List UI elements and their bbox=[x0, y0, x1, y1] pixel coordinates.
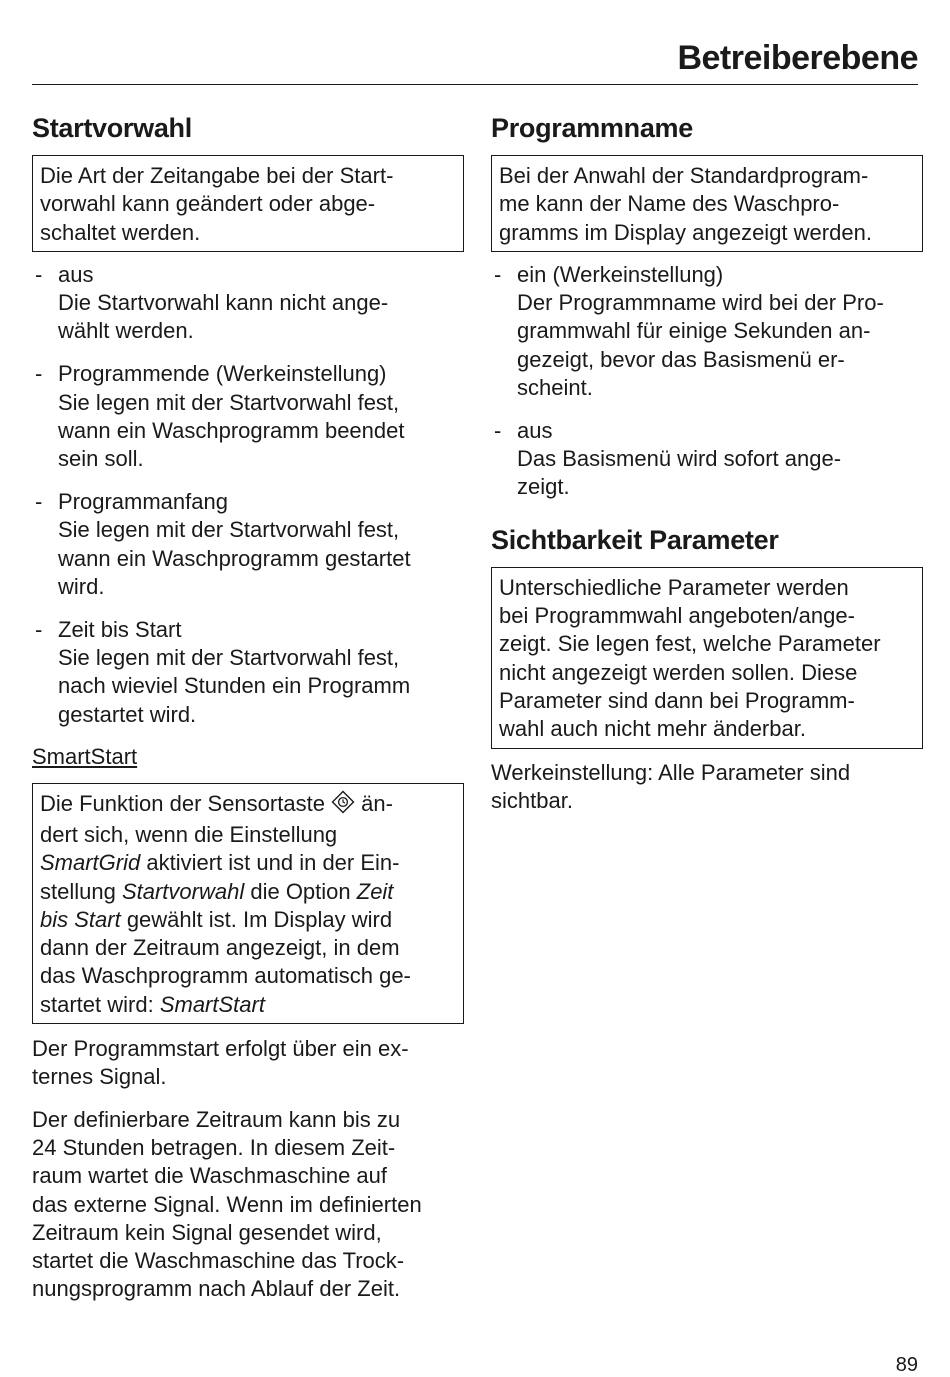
paragraph-programmstart: Der Programmstart erfolgt über ein ex- ternes Signal. bbox=[32, 1036, 409, 1090]
box-text: die Option bbox=[244, 878, 357, 904]
left-column bbox=[32, 110, 464, 1304]
section-heading-startvorwahl: Startvorwahl bbox=[32, 113, 192, 143]
list-item bbox=[32, 261, 464, 346]
info-box-startvorwahl: Die Art der Zeitangabe bei der Start- vorwahl kann geändert oder abge- schaltet werden. bbox=[32, 155, 464, 252]
box-text-italic: bis Start bbox=[40, 906, 121, 932]
box-text: das Waschprogramm automatisch ge- bbox=[40, 963, 411, 989]
paragraph-werkeinstellung: Werkeinstellung: Alle Parameter sind sichtbar. bbox=[491, 759, 851, 813]
option-description: Der Programmname wird bei der Pro- grammwahl für einige Sekunden an- gezeigt, bevor das Basismenü er- scheint. bbox=[517, 290, 884, 401]
info-box-programmname: Bei der Anwahl der Standardprogram- me kann der Name des Waschpro- gramms im Display angezeigt werden. bbox=[491, 155, 923, 252]
box-text: gewählt ist. Im Display wird bbox=[120, 906, 393, 932]
list-dash: - bbox=[494, 261, 502, 287]
box-text: dert sich, wenn die Einstellung bbox=[40, 821, 338, 847]
page-number: 89 bbox=[895, 1354, 918, 1376]
header-divider bbox=[32, 84, 918, 85]
section-heading-sichtbarkeit: Sichtbarkeit Parameter bbox=[491, 524, 779, 555]
box-text: startet wird: bbox=[40, 991, 160, 1017]
box-text: stellung bbox=[40, 878, 122, 904]
option-label: Programmanfang bbox=[58, 488, 228, 514]
list-item bbox=[32, 488, 464, 601]
list-dash: - bbox=[35, 488, 43, 514]
smartstart-link[interactable]: SmartStart bbox=[32, 744, 138, 770]
box-text-italic: SmartStart bbox=[159, 991, 265, 1017]
list-dash: - bbox=[494, 417, 502, 443]
option-label: aus bbox=[58, 261, 94, 287]
section-heading-programmname: Programmname bbox=[491, 113, 693, 143]
info-box-smartstart bbox=[32, 783, 464, 1024]
box-text-italic: SmartGrid bbox=[40, 850, 141, 876]
list-dash: - bbox=[35, 361, 43, 387]
list-item bbox=[32, 360, 464, 473]
box-text: än- bbox=[355, 790, 393, 816]
option-label: aus bbox=[517, 417, 553, 443]
box-text: aktiviert ist und in der Ein- bbox=[140, 850, 400, 876]
sensor-key-icon bbox=[331, 790, 355, 821]
list-dash: - bbox=[35, 261, 43, 287]
info-box-sichtbarkeit: Unterschiedliche Parameter werden bei Programmwahl angeboten/ange- zeigt. Sie legen fest, welche Parameter nicht angezeigt werden sollen. Diese Parameter sind dann bei Programm- wahl auch nicht mehr änderbar. bbox=[491, 567, 923, 749]
option-list-programmname bbox=[491, 261, 923, 502]
box-text: dann der Zeitraum angezeigt, in dem bbox=[40, 935, 400, 961]
list-item bbox=[32, 616, 464, 729]
option-description: Sie legen mit der Startvorwahl fest, wann ein Waschprogramm gestartet wird. bbox=[58, 517, 411, 599]
box-text: Die Funktion der Sensortaste bbox=[40, 790, 332, 816]
list-dash: - bbox=[35, 616, 43, 642]
option-label: Programmende (Werkeinstellung) bbox=[58, 361, 387, 387]
right-column bbox=[491, 110, 923, 815]
option-description: Sie legen mit der Startvorwahl fest, nach wieviel Stunden ein Programm gestartet wird. bbox=[58, 644, 411, 727]
list-item bbox=[491, 417, 923, 502]
option-label: Zeit bis Start bbox=[58, 616, 182, 642]
option-description: Die Startvorwahl kann nicht ange- wählt werden. bbox=[58, 290, 389, 344]
paragraph-zeitraum: Der definierbare Zeitraum kann bis zu 24 Stunden betragen. In diesem Zeit- raum wartet die Waschmaschine auf das externe Signal. Wenn im definierten Zeitraum kein Signal gesendet wird, startet die Waschmaschine das Trock- nungsprogramm nach Ablauf der Zeit. bbox=[32, 1106, 422, 1302]
option-description: Das Basismenü wird sofort ange- zeigt. bbox=[517, 446, 842, 500]
box-text-italic: Startvorwahl bbox=[121, 878, 245, 904]
option-label: ein (Werkeinstellung) bbox=[517, 261, 724, 287]
page-title: Betreiberebene bbox=[677, 39, 918, 77]
option-description: Sie legen mit der Startvorwahl fest, wann ein Waschprogramm beendet sein soll. bbox=[58, 389, 405, 472]
box-text-italic: Zeit bbox=[356, 878, 394, 904]
list-item bbox=[491, 261, 923, 402]
option-list-startvorwahl bbox=[32, 261, 464, 729]
